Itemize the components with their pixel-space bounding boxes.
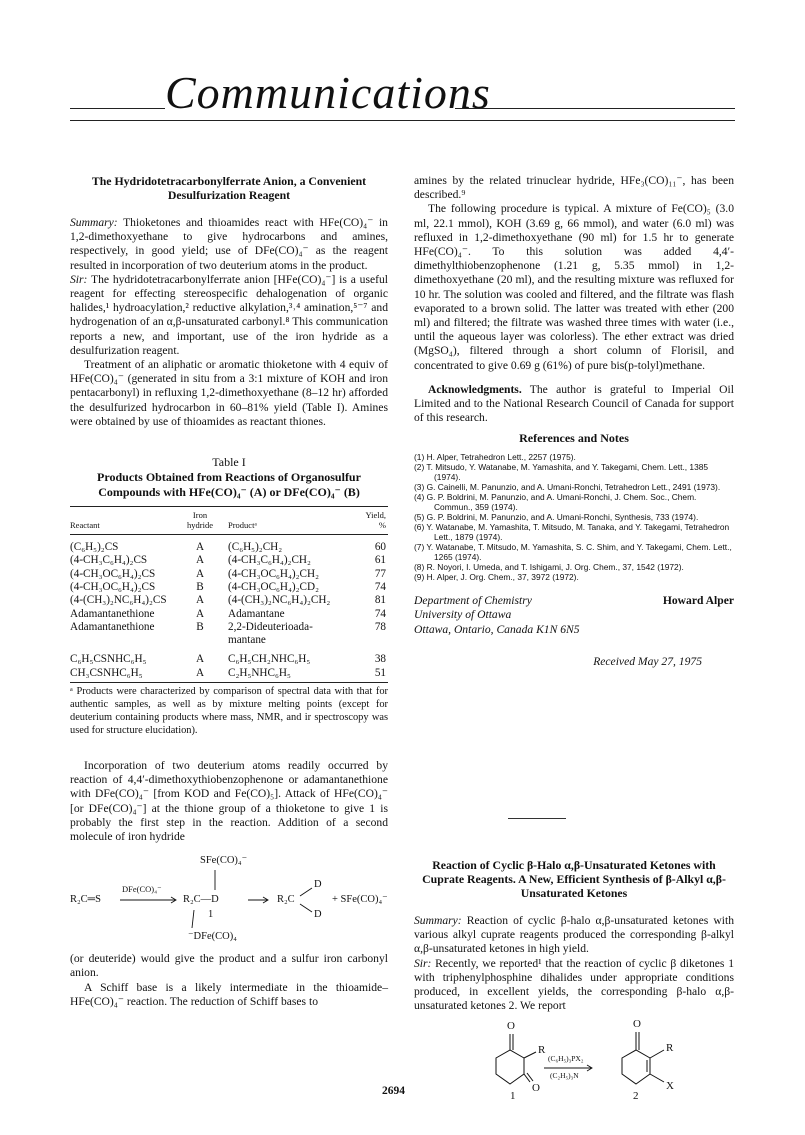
table-cell — [180, 634, 220, 647]
sir-text: The hydridotetracarbonylferrate anion [HFe(CO)₄⁻] is a useful reagent for effecting stereospecific dehalogenation of organic halides,¹ hydroacylation,² reductive alkylation,³˒⁴ amination,⁵⁻⁷ and hydrogenation of an α,β-unsaturated carbonyl.⁸ This communication reports a new, and important, use of the iron hydride as a desulfurization reagent. — [70, 272, 388, 357]
table-cell: A — [195, 541, 205, 554]
received-date: Received May 27, 1975 — [593, 655, 702, 669]
table-row — [70, 568, 388, 581]
table-cell: Reactant — [70, 520, 180, 535]
article2-column — [414, 858, 734, 1013]
table-cell: hydride — [180, 520, 220, 535]
table-row — [70, 535, 388, 555]
table-row — [70, 667, 388, 683]
article2-title: Reaction of Cyclic β-Halo α,β-Unsaturated Ketones with Cuprate Reagents. A New, Efficient Synthesis of β-Alkyl α,β-Unsaturated Ketones — [422, 858, 726, 900]
table-number: Table I — [212, 455, 246, 470]
table-cell: 61 — [374, 554, 386, 567]
table-cell: A — [180, 667, 220, 683]
table-cell: (4-CH₃C₆H₄)₂CH₂ — [228, 554, 311, 567]
table-cell: 2,2-Dideuterioada- — [228, 620, 313, 633]
table-cell: 77 — [374, 567, 386, 580]
article2-sir-paragraph — [414, 957, 734, 1014]
table-cell: (4-CH₃OC₆H₄)₂CS — [70, 567, 156, 580]
header-rule-left — [70, 108, 165, 109]
summary-label: Summary: — [70, 216, 118, 229]
table-cell: 74 — [374, 580, 386, 593]
reference-item: (4) G. P. Boldrini, M. Panunzio, and A. Umani-Ronchi, J. Chem. Soc., Chem. Commun., 359 (1974). — [414, 491, 697, 512]
scheme-d-bottom: D — [314, 909, 322, 921]
reference-item: (5) G. P. Boldrini, M. Panunzio, and A. Umani-Ronchi, Synthesis, 733 (1974). — [414, 511, 699, 522]
scheme-byproduct: + SFe(CO)₄⁻ — [332, 894, 388, 906]
article1-sir-paragraph — [70, 273, 388, 358]
table-cell: B — [196, 580, 204, 593]
table-header-row — [70, 507, 388, 521]
affiliation-address: Ottawa, Ontario, Canada K1N 6N5 — [414, 622, 580, 636]
table-cell: CH₃CSNHC₆H₅ — [70, 667, 180, 683]
scheme2-reagent1: (C₆H₅)₃PX₂ — [548, 1054, 584, 1063]
reaction-scheme-2 — [414, 1010, 734, 1105]
scheme2-reagent2: (C₂H₅)₃N — [550, 1071, 579, 1080]
article2-summary — [414, 914, 734, 957]
ack-label: Acknowledgments. — [428, 382, 522, 396]
table-cell: (C₆H₅)₂CH₂ — [228, 541, 283, 554]
scheme-thioketone: R₂C═S — [70, 894, 101, 906]
table-cell: Iron — [180, 507, 220, 521]
author-name: Howard Alper — [662, 593, 734, 607]
table-cell: A — [195, 567, 205, 580]
scheme2-number-1: 1 — [510, 1090, 516, 1102]
table-cell: C₆H₅CSNHC₆H₅ — [70, 653, 147, 666]
scheme2-x: X — [666, 1080, 674, 1092]
affiliation-block — [414, 594, 734, 638]
table-cell: 78 — [374, 620, 386, 633]
page-number: 2694 — [382, 1085, 405, 1097]
scheme2-r1: R — [538, 1044, 546, 1056]
article2-sir-text: Recently, we reported¹ that the reaction of cyclic β diketones 1 with triphenylphosphine dihalides under appropriate conditions produced, in excellent yields, the corresponding β-halo α,β-unsaturated ketones 2. We report — [414, 956, 734, 1013]
table-row — [70, 581, 388, 594]
scheme-d-top: D — [314, 879, 322, 891]
table-cell: 60 — [374, 541, 386, 554]
affiliation-university: University of Ottawa — [414, 608, 512, 622]
scheme-compound-number: 1 — [208, 909, 214, 921]
scheme2-o1: O — [507, 1020, 515, 1032]
table-cell: % — [352, 520, 388, 535]
scheme-product: R₂C — [277, 894, 295, 906]
scheme-intermediate: R₂C—D — [183, 894, 219, 906]
article1-summary — [70, 216, 388, 273]
table-cell: 51 — [352, 667, 388, 683]
article1-procedure: The following procedure is typical. A mixture of Fe(CO)₅ (3.0 ml, 22.1 mmol), KOH (3.69 g, 66 mmol), and water (6.0 ml) was refluxed in 1,2-dimethoxyethane (90 ml) for 1.5 hr to generate HFe(CO)₄⁻. To this solution was added 4,4′-dimethylthiobenzophenone (1.21 g, 5.35 mmol) in 1,2-dimethoxyethane (20 ml), and the resulting mixture was refluxed for 10 hr. The solution was cooled and filtered, and the filtrate was flash evaporated to a brown solid. The latter was treated with ether (200 ml) and filtered; the filtrate was washed three times with water (i.e., until the aqueous layer was colorless). The ether extract was dried (MgSO₄), filtered through a short column of Florisil, and concentrated to give 0.69 g (61%) of pure bis(p-tolyl)methane. — [414, 202, 734, 372]
summary-text: Thioketones and thioamides react with HFe(CO)₄⁻ in 1,2-dimethoxyethane to give hydrocarbons and amines, respectively, in good yield; use of DFe(CO)₄⁻ as the reagent resulted in incorporation of two deuterium atoms in the product. — [70, 216, 388, 272]
table-cell: Adamantanethione — [70, 607, 155, 620]
left-column — [70, 174, 388, 1009]
table-title — [70, 455, 388, 500]
article1-title: The Hydridotetracarbonylferrate Anion, a Convenient Desulfurization Reagent — [91, 174, 367, 202]
scheme-dfe-bottom: ⁻DFe(CO)₄ — [188, 931, 237, 943]
table-cell: Adamantanethione — [70, 620, 155, 633]
table-footnote: ᵃ Products were characterized by comparison of spectral data with that for authentic samples, as well as by mixture melting points (except for deuterium containing products where mass, NMR, and ir spectroscopy was used for structure elucidation). — [70, 686, 388, 737]
table-row — [70, 647, 388, 666]
right-column — [414, 174, 734, 669]
reference-item: (2) T. Mitsudo, Y. Watanabe, M. Yamashita, and Y. Takegami, Chem. Lett., 1385 (1974). — [414, 461, 709, 482]
acknowledgments — [414, 383, 734, 426]
table-cell: C₆H₅CH₂NHC₆H₅ — [228, 653, 311, 666]
table-cell: 74 — [374, 607, 386, 620]
table-cell: (4-CH₃C₆H₄)₂CS — [70, 554, 148, 567]
table-cell — [352, 634, 388, 647]
table-cell: A — [195, 607, 205, 620]
reference-item: (8) R. Noyori, I. Umeda, and T. Ishigami, J. Org. Chem., 37, 1542 (1972). — [414, 561, 684, 572]
references-heading: References and Notes — [519, 431, 629, 446]
references-list — [414, 452, 734, 582]
affiliation-dept: Department of Chemistry — [414, 593, 532, 607]
table-row — [70, 634, 388, 647]
reference-item: (3) G. Cainelli, M. Panunzio, and A. Umani-Ronchi, Tetrahedron Lett., 2491 (1973). — [414, 481, 721, 492]
reference-item: (9) H. Alper, J. Org. Chem., 37, 3972 (1972). — [414, 571, 579, 582]
reference-item: (7) Y. Watanabe, T. Mitsudo, M. Yamashita, S. C. Shim, and Y. Takegami, Chem. Lett., 1265 (1974). — [414, 541, 732, 562]
table-cell — [220, 507, 352, 521]
sir-label: Sir: — [70, 272, 88, 286]
scheme-bonds — [70, 844, 388, 952]
article1-paragraph-4: (or deuteride) would give the product and a sulfur iron carbonyl anion. — [70, 952, 388, 980]
scheme2-number-2: 2 — [633, 1090, 639, 1102]
reaction-scheme-1 — [70, 844, 388, 952]
table-cell: Productᵃ — [220, 520, 352, 535]
table-row — [70, 594, 388, 607]
scheme2-r2: R — [666, 1042, 674, 1054]
table-cell: (4-CH₃OC₆H₄)₂CS — [70, 580, 156, 593]
table-cell: Yield, — [352, 507, 388, 521]
scheme2-o2: O — [532, 1082, 540, 1094]
scheme-sfe-top: SFe(CO)₄⁻ — [200, 855, 248, 867]
ack-text: The author is grateful to Imperial Oil Limited and to the National Research Council of Canada for support of this research. — [414, 382, 734, 425]
reference-item: (6) Y. Watanabe, M. Yamashita, T. Mitsudo, M. Tanaka, and Y. Takegami, Tetrahedron Lett., 1879 (1974). — [414, 521, 730, 542]
table-header-row — [70, 520, 388, 535]
table-cell: 38 — [374, 653, 386, 666]
table-cell: (4-(CH₃)₂NC₆H₄)₂CH₂ — [228, 594, 331, 607]
table-cell: (4-CH₃OC₆H₄)₂CD₂ — [228, 580, 319, 593]
table-row — [70, 554, 388, 567]
products-table — [70, 506, 388, 683]
table-cell: Adamantane — [228, 607, 285, 620]
header-rule — [70, 120, 735, 121]
table-cell — [70, 507, 180, 521]
article1-paragraph-3: Incorporation of two deuterium atoms readily occurred by reaction of 4,4′-dimethoxythiobenzophenone or adamantanethione with DFe(CO)₄⁻ [from KOD and Fe(CO)₅]. Attack of HFe(CO)₄⁻ [or DFe(CO)₄⁻] at the thione group of a thioketone to give 1 is probably the first step in the reaction. Addition of a second molecule of iron hydride — [70, 759, 388, 844]
article2-summary-text: Reaction of cyclic β-halo α,β-unsaturated ketones with various alkyl cuprate reagents produced the corresponding β-alkyl α,β-unsaturated ketones in high yield. — [414, 914, 734, 956]
table-cell: A — [195, 594, 205, 607]
reference-item: (1) H. Alper, Tetrahedron Lett., 2257 (1975). — [414, 451, 576, 462]
table-cell: (C₆H₅)₂CS — [70, 541, 119, 554]
table-cell: A — [195, 653, 205, 666]
article2-sir-label: Sir: — [414, 956, 432, 970]
table-row — [70, 608, 388, 621]
scheme-reagent: DFe(CO)₄⁻ — [122, 884, 162, 895]
table-cell — [70, 634, 180, 647]
table-row — [70, 621, 388, 634]
table-cell: mantane — [228, 634, 266, 647]
scheme2-o3: O — [633, 1018, 641, 1030]
table-cell: (4-CH₃OC₆H₄)₂CH₂ — [228, 567, 319, 580]
table-cell: B — [196, 620, 204, 633]
table-cell: (4-(CH₃)₂NC₆H₄)₂CS — [70, 594, 167, 607]
table-cell: 81 — [374, 594, 386, 607]
section-title: Communications — [165, 67, 491, 118]
article-divider — [508, 818, 566, 819]
article1-col2-paragraph-1: amines by the related trinuclear hydride, HFe₃(CO)₁₁⁻, has been described.⁹ — [414, 174, 734, 202]
article1-paragraph-2: Treatment of an aliphatic or aromatic thioketone with 4 equiv of HFe(CO)₄⁻ (generated in situ from a 3:1 mixture of KOH and iron pentacarbonyl) in refluxing 1,2-dimethoxyethane (8–12 hr) afforded the desulfurized hydrocarbon in 60–81% yield (Table I). Amines were obtained by use of thioamides as reactant thiones. — [70, 358, 388, 428]
article1-paragraph-5: A Schiff base is a likely intermediate in the thioamide–HFe(CO)₄⁻ reaction. The reduction of Schiff bases to — [70, 980, 388, 1008]
header-rule-right — [455, 108, 735, 109]
table-caption-1: Products Obtained from Reactions of Organosulfur — [97, 470, 361, 485]
table-cell: C₂H₅NHC₆H₅ — [220, 667, 352, 683]
table-cell: A — [195, 554, 205, 567]
section-header — [70, 60, 735, 122]
article2-summary-label: Summary: — [414, 914, 462, 927]
table-caption-2: Compounds with HFe(CO)₄⁻ (A) or DFe(CO)₄⁻ (B) — [98, 485, 360, 500]
